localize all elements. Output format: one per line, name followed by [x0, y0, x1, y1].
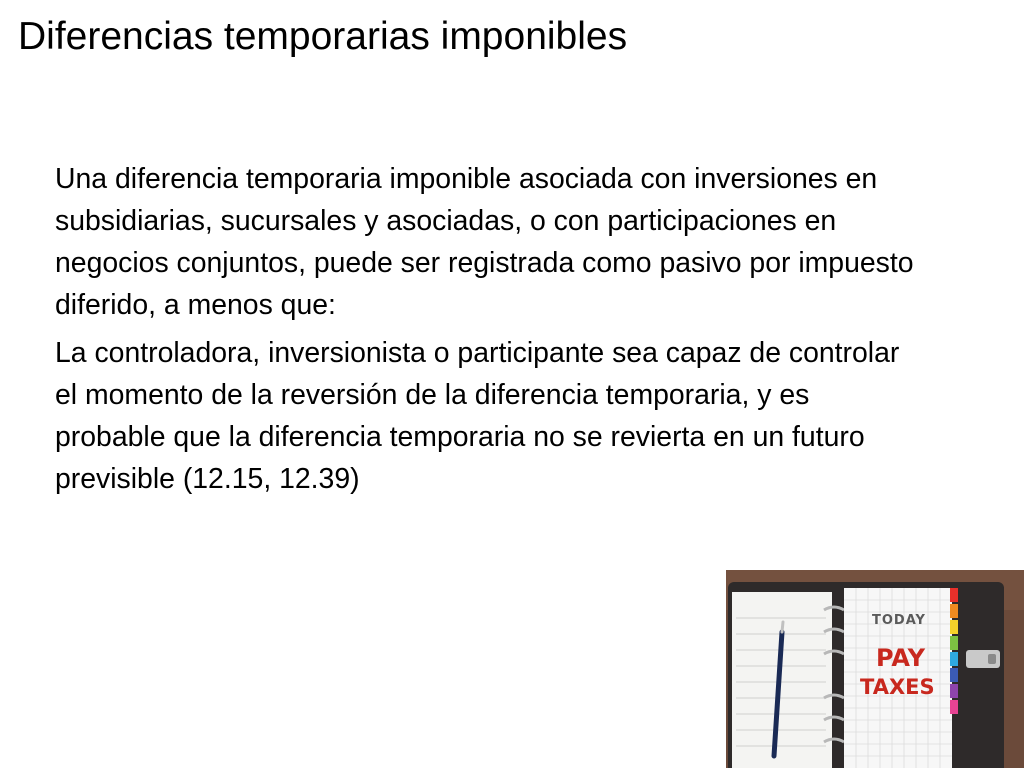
planner-photo: [726, 570, 1024, 768]
paragraph-1: Una diferencia temporaria imponible asociada con inversiones en subsidiarias, sucursales y asociadas, o con participaciones en negocios conjuntos, puede ser registrada como pasivo por impuesto diferido, a menos que:: [55, 163, 914, 321]
taxes-label: TAXES: [860, 675, 935, 699]
planner-illustration: [726, 570, 1024, 768]
pay-label: PAY: [876, 644, 926, 672]
paragraph-2: La controladora, inversionista o participante sea capaz de controlar el momento de la reversión de la diferencia temporaria, y es probable que la diferencia temporaria no se revierta en un futuro previsible (12.15, 12.39): [55, 337, 900, 495]
today-label: TODAY: [872, 613, 926, 628]
slide-body: [55, 158, 925, 506]
slide-title: Diferencias temporarias imponibles: [18, 15, 628, 58]
